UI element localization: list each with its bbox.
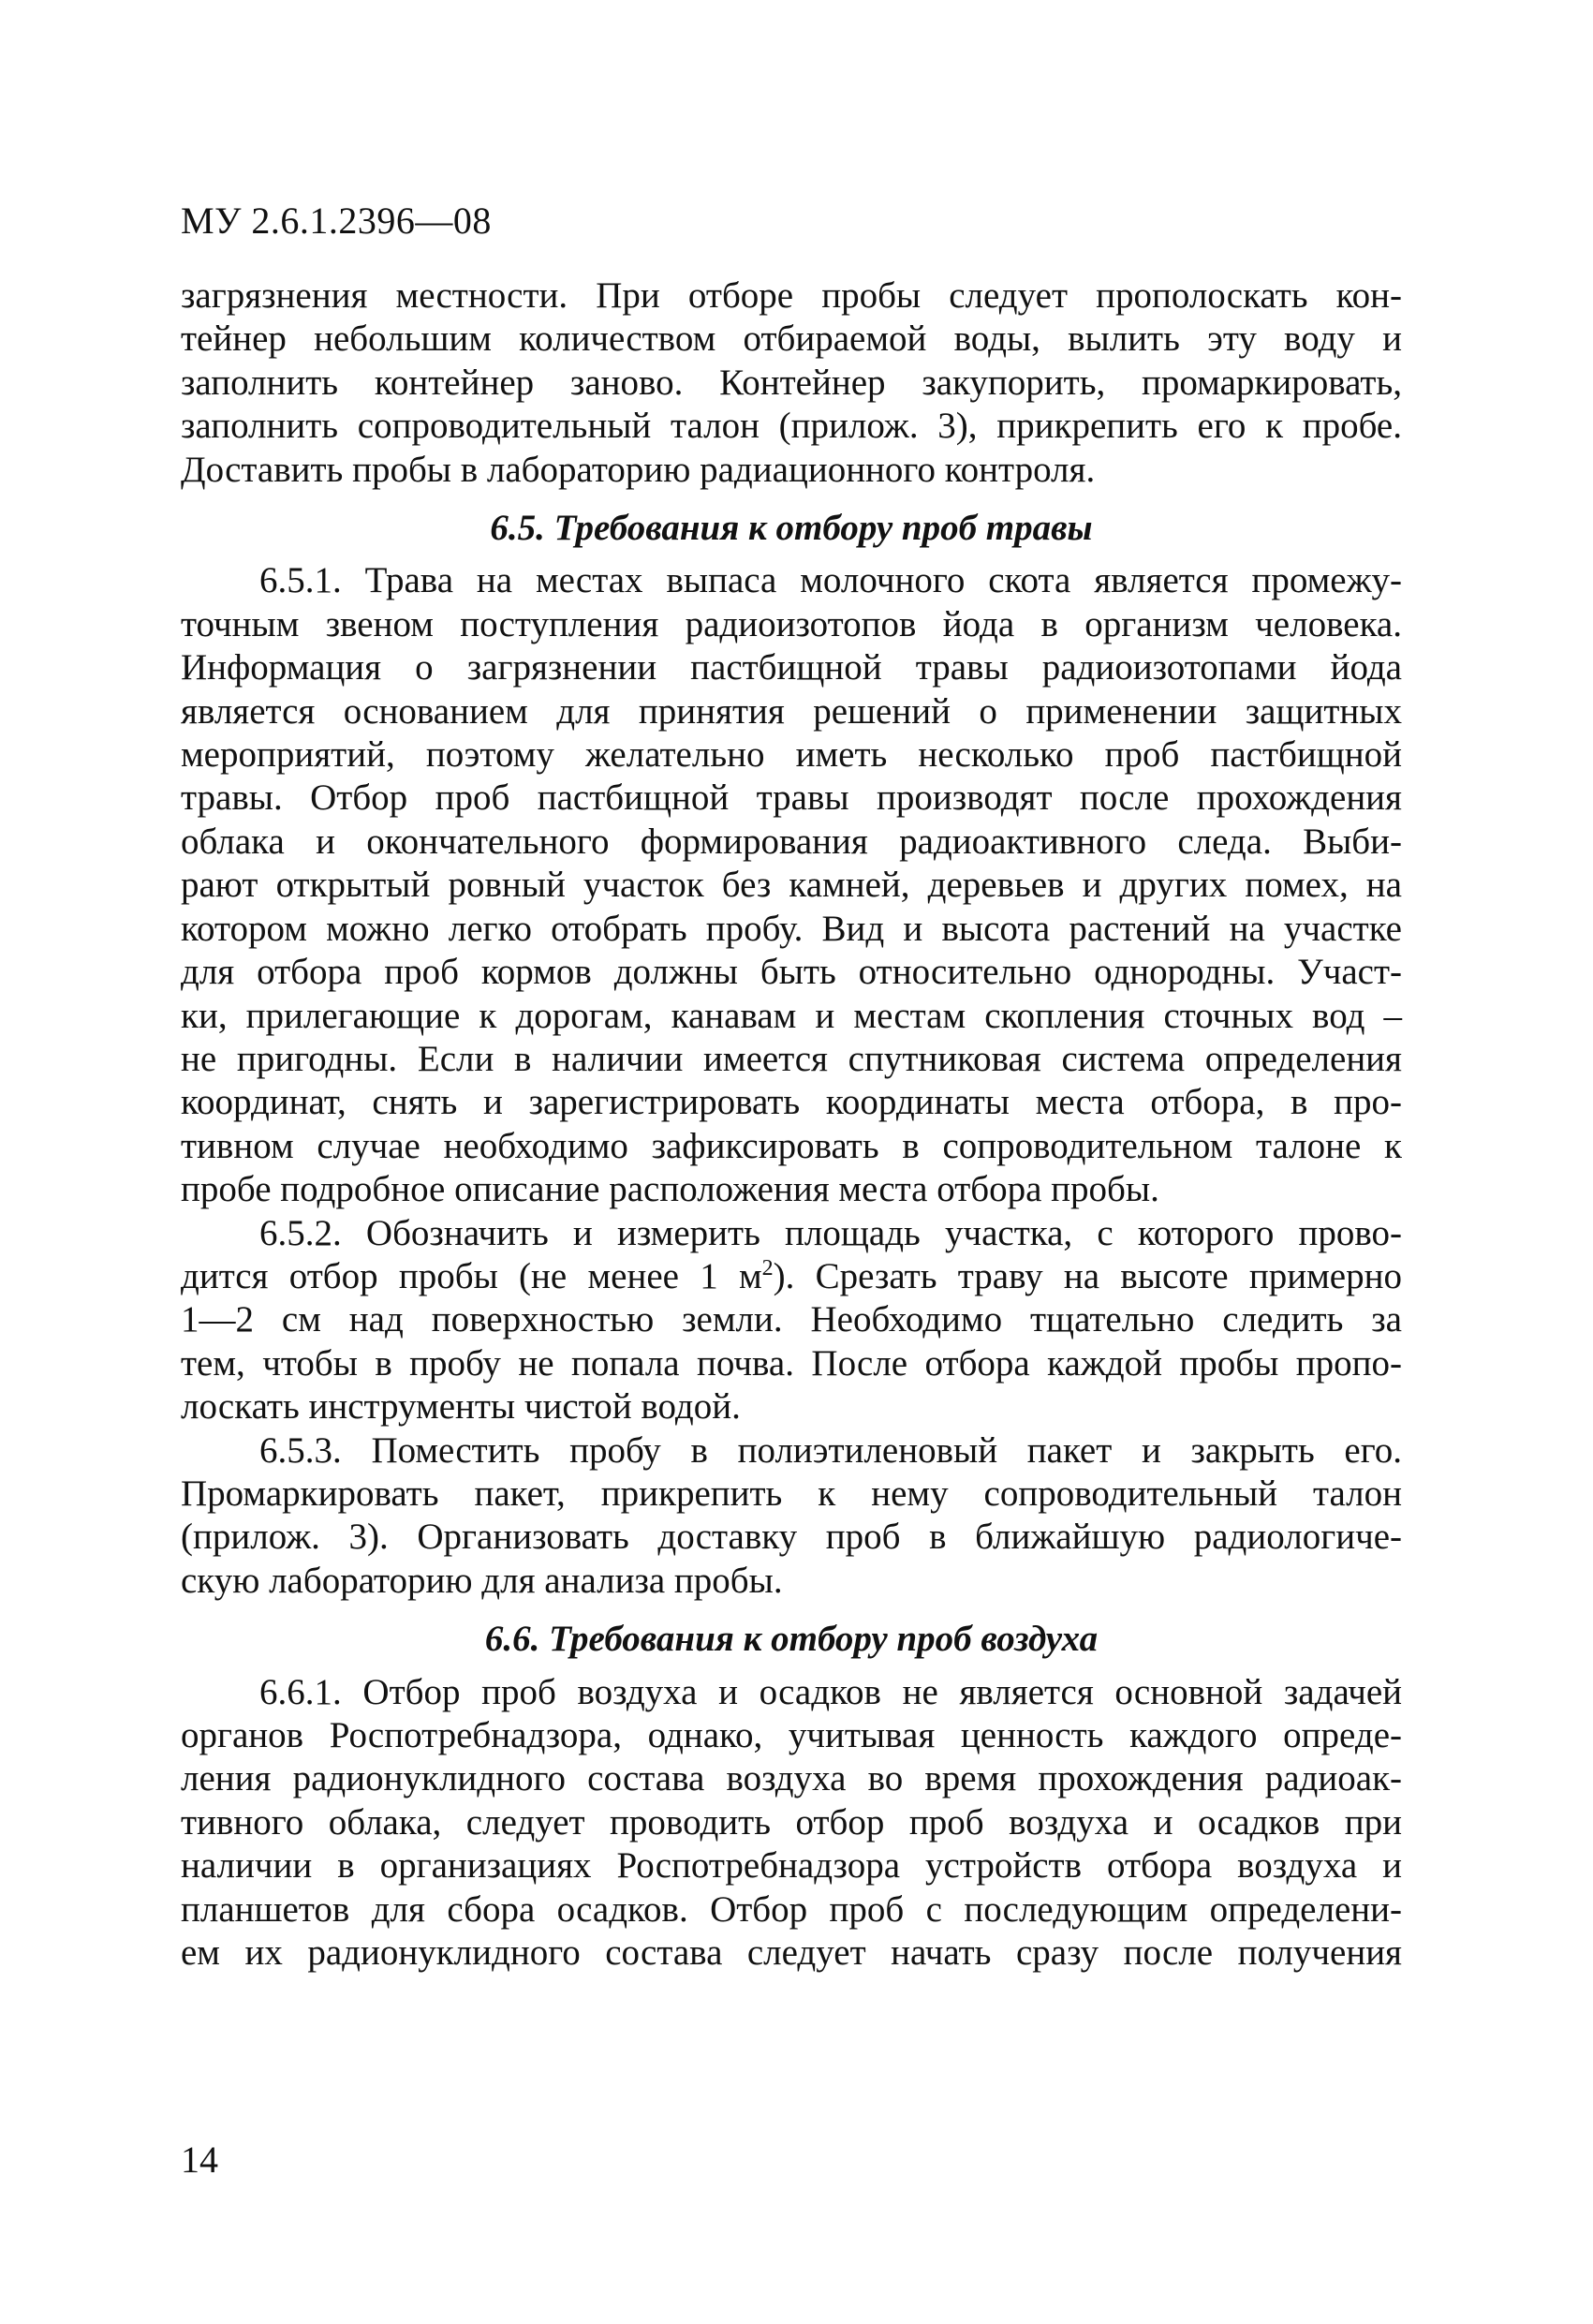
text-line: Информация о загрязнении пастбищной травы радиоизотопами йода — [181, 647, 1402, 688]
text-line: рают открытый ровный участок без камней, деревьев и других помех, на — [181, 865, 1402, 906]
text-line: точным звеном поступления радиоизотопов йода в организм человека. — [181, 603, 1402, 644]
text-line: ки, прилегающие к дорогам, канавам и местам скопления сточных вод – — [181, 995, 1402, 1036]
text-line: заполнить сопроводительный талон (прилож. 3), прикрепить его к пробе. — [181, 406, 1402, 447]
text-line: котором можно легко отобрать пробу. Вид и высота растений на участке — [181, 908, 1402, 949]
text-line: Промаркировать пакет, прикрепить к нему сопроводительный талон — [181, 1473, 1402, 1514]
page-number: 14 — [181, 2139, 218, 2181]
text-line: тейнер небольшим количеством отбираемой воды, вылить эту воду и — [181, 318, 1402, 360]
text-line: планшетов для сбора осадков. Отбор проб с последующим определени- — [181, 1888, 1402, 1930]
text-line: ления радионуклидного состава воздуха во время прохождения радиоак- — [181, 1758, 1402, 1799]
text-line: заполнить контейнер заново. Контейнер закупорить, промаркировать, — [181, 362, 1402, 403]
text-line: ем их радионуклидного состава следует начать сразу после получения — [181, 1932, 1402, 1974]
document-code-header: МУ 2.6.1.2396—08 — [181, 200, 492, 242]
text-line: облака и окончательного формирования радиоактивного следа. Выби- — [181, 821, 1402, 862]
text-line: Доставить пробы в лабораторию радиационного контроля. — [181, 449, 1096, 490]
paragraph-6-5-1 — [181, 559, 1402, 1211]
text-line: для отбора проб кормов должны быть относительно однородны. Участ- — [181, 952, 1402, 993]
text-line: тем, чтобы в пробу не попала почва. После отбора каждой пробы пропо- — [181, 1342, 1402, 1384]
text-line: органов Роспотребнадзора, однако, учитывая ценность каждого опреде- — [181, 1715, 1402, 1755]
text-line: не пригодны. Если в наличии имеется спутниковая система определения — [181, 1038, 1402, 1079]
text-line: загрязнения местности. При отборе пробы следует прополоскать кон- — [181, 275, 1402, 316]
text-line: тивного облака, следует проводить отбор проб воздуха и осадков при — [181, 1801, 1402, 1843]
text-line: является основанием для принятия решений о применении защитных — [181, 690, 1402, 732]
text-line: мероприятий, поэтому желательно иметь несколько проб пастбищной — [181, 734, 1402, 776]
section-heading-6-6: 6.6. Требования к отбору проб воздуха — [484, 1619, 1099, 1660]
text-line: (прилож. 3). Организовать доставку проб в ближайшую радиологиче- — [181, 1517, 1402, 1558]
text-line: пробе подробное описание расположения места отбора пробы. — [181, 1169, 1159, 1210]
text-fragment: ). Срезать траву на высоте примерно — [773, 1255, 1402, 1296]
paragraph-continued — [181, 274, 1402, 492]
paragraph-6-6-1 — [181, 1671, 1402, 1976]
text-line-with-superscript — [181, 1255, 1402, 1298]
text-line: координат, снять и зарегистрировать координаты места отбора, в про- — [181, 1082, 1402, 1123]
page-text — [181, 274, 1402, 1975]
text-line: лоскать инструменты чистой водой. — [181, 1386, 741, 1428]
text-fragment: дится отбор пробы (не менее 1 м — [181, 1255, 762, 1296]
section-heading-6-5: 6.5. Требования к отбору проб травы — [490, 508, 1093, 549]
text-line: скую лабораторию для анализа пробы. — [181, 1560, 783, 1601]
text-line: тивном случае необходимо зафиксировать в сопроводительном талоне к — [181, 1125, 1402, 1166]
text-line: 1—2 см над поверхностью земли. Необходимо тщательно следить за — [181, 1299, 1402, 1340]
text-line: 6.5.2. Обозначить и измерить площадь участка, с которого прово- — [259, 1212, 1402, 1253]
superscript: 2 — [761, 1255, 774, 1280]
text-line: травы. Отбор проб пастбищной травы производят после прохождения — [181, 777, 1402, 819]
text-line: 6.5.1. Трава на местах выпаса молочного скота является промежу- — [259, 560, 1402, 601]
paragraph-6-5-3 — [181, 1429, 1402, 1604]
text-line: наличии в организациях Роспотребнадзора устройств отбора воздуха и — [181, 1845, 1402, 1887]
text-line: 6.6.1. Отбор проб воздуха и осадков не является основной задачей — [259, 1671, 1402, 1712]
text-line: 6.5.3. Поместить пробу в полиэтиленовый пакет и закрыть его. — [259, 1429, 1402, 1471]
paragraph-6-5-2 — [181, 1212, 1402, 1429]
